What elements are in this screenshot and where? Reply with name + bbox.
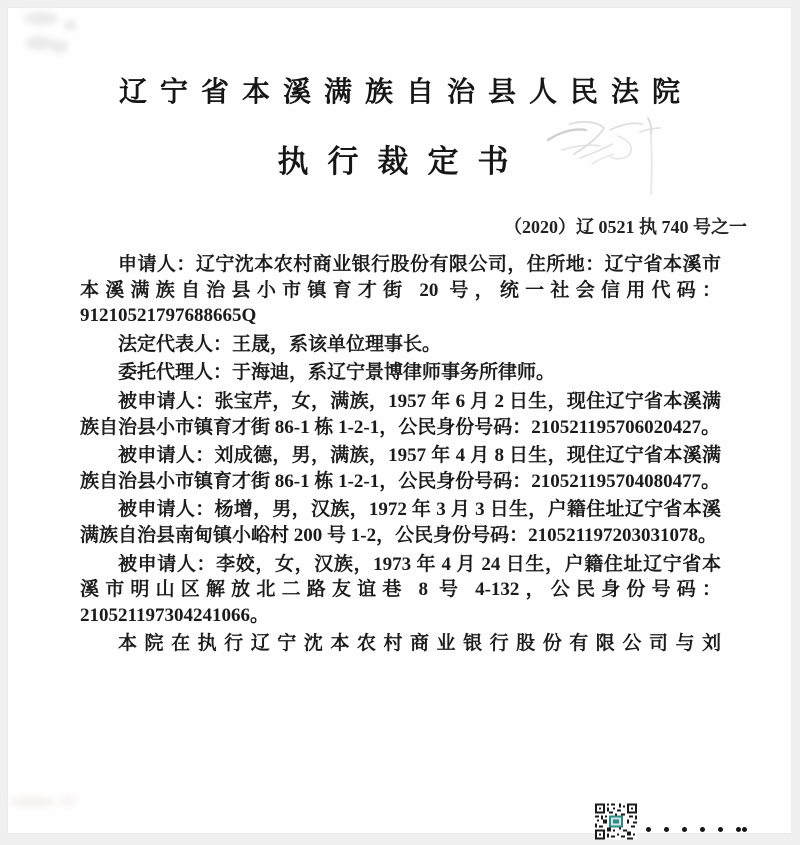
paragraph-legal-rep: 法定代表人：王晟，系该单位理事长。 bbox=[118, 333, 442, 355]
qr-code bbox=[595, 803, 637, 840]
pencil-smudge bbox=[24, 12, 58, 25]
paragraph-respondent-1: 被申请人：张宝芹，女，满族，1957 年 6 月 2 日生，现住辽宁省本溪满族自治县小市镇育才街 86-1 栋 1-2-1，公民身份号码：210521195706020427。 bbox=[80, 390, 721, 438]
dot bbox=[646, 827, 651, 832]
dot bbox=[718, 827, 723, 832]
paragraph-applicant: 申请人：辽宁沈本农村商业银行股份有限公司，住所地：辽宁省本溪市本溪满族自治县小市镇育才街 20 号，统一社会信用代码：91210521797688665Q bbox=[80, 254, 721, 327]
dot bbox=[664, 827, 669, 832]
document-page bbox=[8, 8, 791, 833]
pencil-smudge bbox=[64, 20, 77, 30]
dot bbox=[736, 827, 741, 832]
footer-dots bbox=[646, 827, 747, 832]
pencil-smudge bbox=[25, 36, 53, 50]
dot bbox=[742, 827, 747, 832]
pencil-smudge bbox=[58, 796, 76, 806]
dot bbox=[700, 827, 705, 832]
paragraph-respondent-3: 被申请人：杨增，男，汉族，1972 年 3 月 3 日生，户籍住址辽宁省本溪满族自治县南甸镇小峪村 200 号 1-2，公民身份号码：210521197203031078。 bbox=[80, 499, 721, 546]
dot bbox=[682, 827, 687, 832]
paragraph-respondent-2: 被申请人：刘成德，男，满族，1957 年 4 月 8 日生，现住辽宁省本溪满族自治县小市镇育才街 86-1 栋 1-2-1，公民身份号码：210521195704080477。 bbox=[80, 445, 721, 492]
pencil-smudge bbox=[10, 796, 56, 808]
paragraph-agent: 委托代理人：于海迪，系辽宁景博律师事务所律师。 bbox=[118, 362, 556, 384]
paragraph-respondent-4: 被申请人：李姣，女，汉族，1973 年 4 月 24 日生，户籍住址辽宁省本溪市明山区解放北二路友谊巷 8 号 4-132，公民身份号码：210521197304241066。 bbox=[80, 553, 721, 626]
court-name: 辽宁省本溪满族自治县人民法院 bbox=[118, 77, 693, 108]
document-title: 执行裁定书 bbox=[277, 144, 528, 179]
case-number: （2020）辽 0521 执 740 号之一 bbox=[504, 217, 747, 237]
document-body bbox=[8, 252, 791, 657]
paragraph-body-start: 本院在执行辽宁沈本农村商业银行股份有限公司与刘 bbox=[118, 633, 721, 655]
pencil-smudge bbox=[50, 40, 68, 53]
